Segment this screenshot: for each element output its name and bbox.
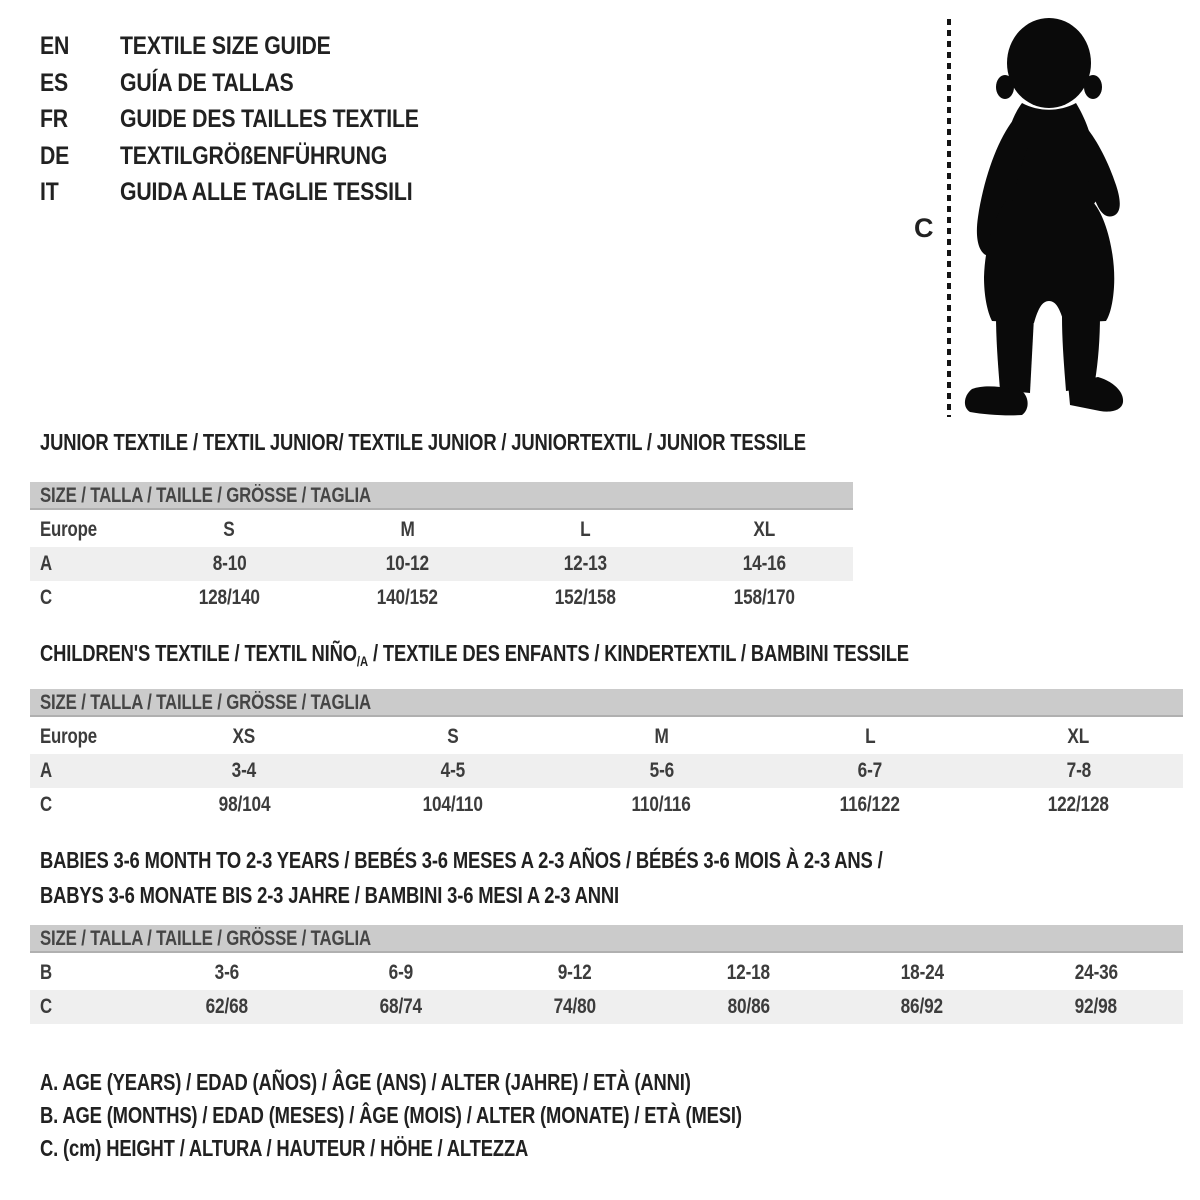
footnote-a: A. AGE (YEARS) / EDAD (AÑOS) / ÂGE (ANS) / ALTER (JAHRE) / ETÀ (ANNI) [40, 1069, 691, 1095]
age-cell: 8-10 [212, 552, 247, 575]
height-cell: 62/68 [205, 995, 249, 1018]
language-title: TEXTILGRÖßENFÜHRUNG [120, 141, 388, 170]
height-cell: 68/74 [379, 995, 422, 1018]
age-cell: 4-5 [440, 759, 466, 782]
months-cell: 24-36 [1074, 961, 1118, 984]
height-measure-label: C [914, 213, 934, 243]
toddler-silhouette-icon [960, 15, 1138, 420]
age-cell: 3-4 [232, 759, 257, 782]
language-title: TEXTILE SIZE GUIDE [120, 32, 331, 60]
language-row-fr [40, 101, 472, 138]
babies-title-line-2: BABYS 3-6 MONATE BIS 2-3 JAHRE / BAMBINI 3-6 MESI A 2-3 ANNI [40, 882, 619, 908]
table-row-height [30, 990, 1183, 1024]
size-cell: M [400, 518, 415, 541]
babies-title-line-1: BABIES 3-6 MONTH TO 2-3 YEARS / BEBÉS 3-6 MESES A 2-3 AÑOS / BÉBÉS 3-6 MOIS À 2-3 ANS / [40, 847, 883, 873]
row-label: B [40, 961, 52, 984]
size-cell: S [223, 518, 235, 541]
footnote-b: B. AGE (MONTHS) / EDAD (MESES) / ÂGE (MOIS) / ALTER (MONATE) / ETÀ (MESI) [40, 1102, 742, 1128]
row-label: Europe [40, 725, 97, 748]
age-cell: 12-13 [564, 552, 608, 575]
months-cell: 9-12 [557, 961, 592, 984]
junior-size-table [30, 482, 853, 615]
height-cell: 104/110 [422, 793, 483, 816]
height-cell: 116/122 [840, 793, 901, 816]
age-cell: 6-7 [857, 759, 883, 782]
height-cell: 152/158 [555, 586, 617, 609]
language-row-de [40, 138, 472, 175]
table-row-age [30, 547, 853, 581]
size-table-header: SIZE / TALLA / TAILLE / GRÖSSE / TAGLIA [30, 482, 853, 510]
row-label: A [40, 759, 52, 782]
height-cell: 110/116 [631, 793, 692, 816]
row-label: C [40, 793, 52, 816]
height-measure-figure [900, 15, 1170, 427]
babies-section-title [40, 843, 1093, 913]
language-title: GUIDE DES TAILLES TEXTILE [120, 105, 419, 133]
age-cell: 7-8 [1066, 759, 1091, 782]
height-cell: 122/128 [1048, 793, 1110, 816]
table-row-europe [30, 513, 853, 547]
language-title: GUIDA ALLE TAGLIE TESSILI [120, 178, 413, 206]
language-row-es [40, 65, 472, 102]
height-cell: 158/170 [733, 586, 795, 609]
height-cell: 92/98 [1074, 995, 1118, 1018]
babies-size-table [30, 925, 1183, 1024]
height-cell: 74/80 [553, 995, 596, 1018]
size-cell: M [654, 725, 669, 748]
age-cell: 10-12 [385, 552, 429, 575]
children-section-title: CHILDREN'S TEXTILE / TEXTIL $NIÑO_{/A}$ / TEXTILE DES ENFANTS / KINDERTEXTIL / BAMBINI TESSILE [40, 640, 909, 669]
table-row-age [30, 754, 1183, 788]
junior-section-title: JUNIOR TEXTILE / TEXTIL JUNIOR/ TEXTILE JUNIOR / JUNIORTEXTIL / JUNIOR TESSILE [40, 429, 806, 455]
nino-a-subscript: /A [356, 653, 369, 669]
row-label: A [40, 552, 52, 575]
size-table-header: SIZE / TALLA / TAILLE / GRÖSSE / TAGLIA [30, 689, 1183, 717]
table-row-europe [30, 720, 1183, 754]
age-cell: 14-16 [742, 552, 786, 575]
height-cell: 80/86 [727, 995, 770, 1018]
height-cell: 128/140 [198, 586, 260, 609]
table-row-months [30, 956, 1183, 990]
size-cell: XL [753, 518, 775, 541]
children-size-table [30, 689, 1183, 822]
size-cell: L [864, 725, 876, 748]
height-cell: 98/104 [218, 793, 271, 816]
language-row-it [40, 174, 472, 211]
language-title: GUÍA DE TALLAS [120, 68, 294, 97]
age-cell: 5-6 [649, 759, 674, 782]
size-cell: S [447, 725, 459, 748]
row-label: Europe [40, 518, 97, 541]
height-cell: 140/152 [376, 586, 438, 609]
months-cell: 3-6 [214, 961, 240, 984]
language-row-en [40, 28, 472, 65]
months-cell: 18-24 [900, 961, 944, 984]
size-cell: XS [232, 725, 256, 748]
size-table-header: SIZE / TALLA / TAILLE / GRÖSSE / TAGLIA [30, 925, 1183, 953]
language-code: EN [40, 32, 70, 60]
size-cell: XL [1067, 725, 1090, 748]
language-code: IT [40, 178, 59, 206]
height-cell: 86/92 [901, 995, 944, 1018]
language-code: DE [40, 141, 70, 170]
height-dashed-line [947, 19, 951, 417]
language-title-list [40, 28, 472, 211]
months-cell: 12-18 [726, 961, 771, 984]
months-cell: 6-9 [388, 961, 413, 984]
table-row-height [30, 581, 853, 615]
footnote-c: C. (cm) HEIGHT / ALTURA / HAUTEUR / HÖHE / ALTEZZA [40, 1135, 529, 1161]
table-row-height [30, 788, 1183, 822]
row-label: C [40, 995, 52, 1018]
language-code: ES [40, 68, 69, 97]
row-label: C [40, 586, 52, 609]
size-cell: L [580, 518, 591, 541]
footnote-legend [40, 1066, 917, 1165]
language-code: FR [40, 105, 68, 133]
